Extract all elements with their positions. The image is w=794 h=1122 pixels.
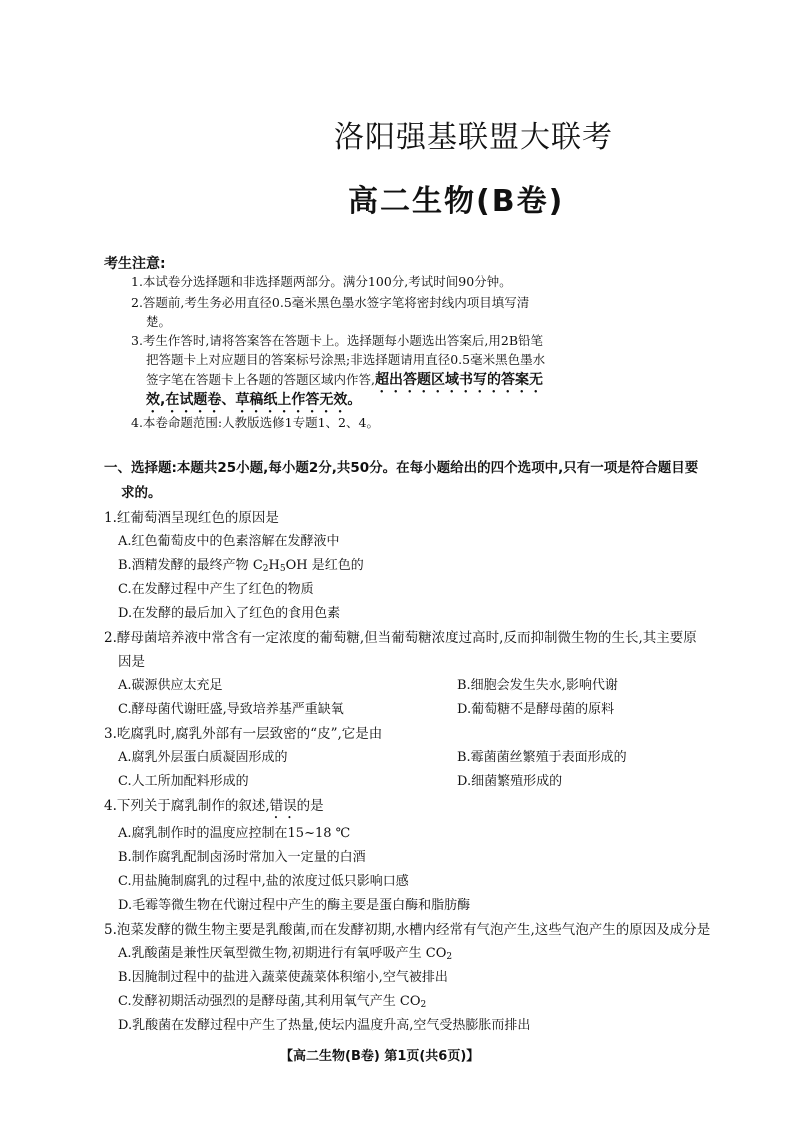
q5-option-c — [118, 990, 426, 1010]
q3-stem: 3.吃腐乳时,腐乳外部有一层致密的“皮”,它是由 — [104, 726, 383, 742]
q2-stem-line2: 因是 — [118, 654, 145, 670]
notice-item-2-cont: 楚。 — [146, 314, 172, 329]
notice-emphasis-2: 效,在试题卷、草稿纸上作答无效。 — [146, 392, 362, 408]
q1-option-d: D.在发酵的最后加入了红色的食用色素 — [118, 606, 341, 621]
q5-option-a-sub: 2 — [446, 952, 453, 962]
q4-stem — [104, 794, 324, 822]
q4-stem-part1: 4.下列关于腐乳制作的叙述, — [104, 798, 270, 814]
q2-stem-line1: 2.酵母菌培养液中常含有一定浓度的葡萄糖,但当葡萄糖浓度过高时,反而抑制微生物的生长,其主要原 — [104, 630, 697, 646]
q2-option-d: D.葡萄糖不是酵母菌的原料 — [457, 702, 615, 717]
notice-item-4: 4.本卷命题范围:人教版选修1专题1、2、4。 — [131, 415, 379, 430]
section-heading-line2: 求的。 — [121, 485, 162, 501]
exam-subtitle: 高二生物(B卷) — [348, 184, 565, 219]
notice-emphasis-1: 超出答题区域书写的答案无 — [374, 372, 543, 388]
q2-option-b: B.细胞会发生失水,影响代谢 — [457, 678, 618, 693]
q1-option-c: C.在发酵过程中产生了红色的物质 — [118, 582, 314, 597]
q1-option-b — [118, 554, 364, 574]
q5-option-b: B.因腌制过程中的盐进入蔬菜使蔬菜体积缩小,空气被排出 — [118, 970, 448, 985]
q1-option-b-part3: OH 是红色的 — [285, 558, 364, 573]
q1-option-b-sub1: 2 — [262, 564, 269, 574]
notice-item-3-line2: 把答题卡上对应题目的答案标号涂黑;非选择题请用直径0.5毫米黑色墨水 — [146, 352, 546, 367]
q3-option-b: B.霉菌菌丝繁殖于表面形成的 — [457, 750, 627, 765]
q5-stem: 5.泡菜发酵的微生物主要是乳酸菌,而在发酵初期,水槽内经常有气泡产生,这些气泡产生的原因及成分是 — [104, 922, 711, 938]
q4-option-c: C.用盐腌制腐乳的过程中,盐的浓度过低只影响口感 — [118, 874, 409, 889]
q5-option-c-text: C.发酵初期活动强烈的是酵母菌,其利用氧气产生 CO — [118, 994, 421, 1009]
notice-item-3: 3.考生作答时,请将答案答在答题卡上。选择题每小题选出答案后,用2B铅笔 — [131, 333, 544, 348]
q1-option-b-part2: H — [268, 558, 280, 573]
q5-option-c-sub: 2 — [420, 1000, 427, 1010]
notice-item-2: 2.答题前,考生务必用直径0.5毫米黑色墨水签字笔将密封线内项目填写清 — [131, 295, 530, 310]
section-heading — [104, 456, 764, 506]
page-footer: 【高二生物(B卷) 第1页(共6页)】 — [280, 1049, 480, 1064]
q1-option-b-sub2: 5 — [279, 564, 286, 574]
q5-option-a-text: A.乳酸菌是兼性厌氧型微生物,初期进行有氧呼吸产生 CO — [118, 946, 447, 961]
q4-option-b: B.制作腐乳配制卤汤时常加入一定量的白酒 — [118, 850, 366, 865]
q3-option-d: D.细菌繁殖形成的 — [457, 774, 563, 789]
section-heading-line1: 一、选择题:本题共25小题,每小题2分,共50分。在每小题给出的四个选项中,只有一项是符合题目要 — [104, 460, 699, 476]
q4-option-d: D.毛霉等微生物在代谢过程中产生的酶主要是蛋白酶和脂肪酶 — [118, 898, 471, 913]
q3-option-c: C.人工所加配料形成的 — [118, 774, 249, 789]
q5-option-a — [118, 942, 452, 962]
q4-stem-emphasis: 错误 — [269, 798, 297, 814]
q1-option-b-part1: B.酒精发酵的最终产物 C — [118, 558, 263, 573]
q4-stem-part2: 的是 — [296, 798, 324, 814]
q1-option-a: A.红色葡萄皮中的色素溶解在发酵液中 — [118, 534, 340, 549]
notice-heading: 考生注意: — [104, 256, 166, 272]
notice-item-3-line3-text: 签字笔在答题卡上各题的答题区域内作答, — [146, 372, 375, 387]
notice-item-1: 1.本试卷分选择题和非选择题两部分。满分100分,考试时间90分钟。 — [131, 274, 512, 289]
q5-option-d: D.乳酸菌在发酵过程中产生了热量,使坛内温度升高,空气受热膨胀而排出 — [118, 1018, 531, 1033]
q4-option-a: A.腐乳制作时的温度应控制在15~18 ℃ — [118, 826, 351, 841]
q2-option-a: A.碳源供应太充足 — [118, 678, 223, 693]
q2-option-c: C.酵母菌代谢旺盛,导致培养基严重缺氧 — [118, 702, 344, 717]
exam-title: 洛阳强基联盟大联考 — [334, 120, 613, 155]
q1-stem: 1.红葡萄酒呈现红色的原因是 — [104, 510, 279, 526]
q3-option-a: A.腐乳外层蛋白质凝固形成的 — [118, 750, 288, 765]
